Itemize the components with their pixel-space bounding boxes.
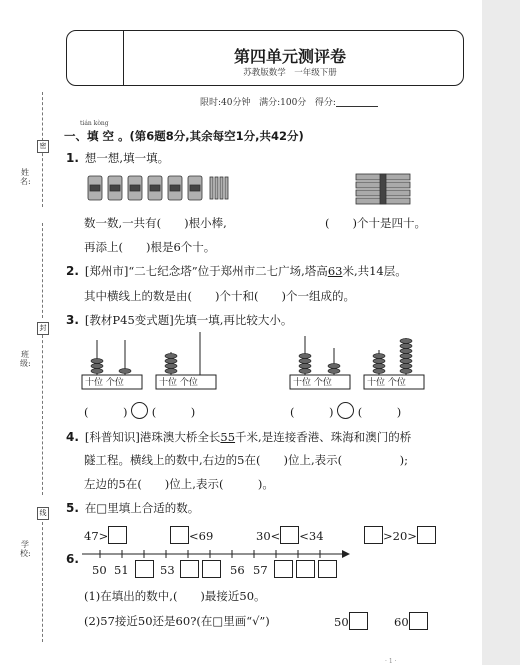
cut-line (42, 335, 43, 495)
answer-box[interactable] (364, 526, 383, 544)
q3-compare-left: ( ) ( ) (84, 402, 195, 419)
tick-label: 57 (253, 563, 268, 577)
q3-compare-right: ( ) ( ) (290, 402, 401, 419)
score-blank[interactable] (336, 97, 378, 107)
check-box-60[interactable] (409, 612, 428, 630)
tick-box[interactable] (180, 560, 199, 578)
section-title: 一、填 空 。(第6题8分,其余每空1分,共42分) (64, 129, 304, 143)
place-label: 十位 个位 (293, 378, 332, 388)
page-title: 第四单元测评卷 (233, 47, 346, 66)
q5-item-a: 47> (84, 526, 127, 544)
full-score: 满分:100分 (259, 98, 307, 108)
compare-circle[interactable] (337, 402, 354, 419)
q4-line1: 4. [科普知识]港珠澳大桥全长55千米,是连接香港、珠海和澳门的桥 (66, 430, 412, 444)
place-label: 十位 个位 (85, 378, 124, 388)
q2-line1: 2. [郑州市]“二七纪念塔”位于郑州市二七广场,塔高63米,共14层。 (66, 264, 407, 278)
class-label: 班 级: (20, 350, 37, 368)
tick-box[interactable] (274, 560, 293, 578)
tick-label: 53 (160, 563, 175, 577)
page-footer: · 1 · (385, 658, 397, 665)
tick-box[interactable] (135, 560, 154, 578)
option-60: 60 (394, 612, 428, 630)
page-subtitle: 苏教版数学 一年级下册 (243, 68, 337, 78)
q4-line2: 隧工程。横线上的数中,右边的5在( )位上,表示( ); (84, 453, 408, 467)
name-label: 姓 名: (20, 168, 37, 186)
q1-line2: 再添上( )根是6个十。 (84, 240, 216, 254)
answer-box[interactable] (108, 526, 127, 544)
q5-item-b: <69 (170, 526, 213, 544)
answer-box[interactable] (417, 526, 436, 544)
tick-label: 56 (230, 563, 245, 577)
q6-part1: (1)在填出的数中,( )最接近50。 (84, 589, 266, 603)
q6-label: 6. (66, 552, 79, 566)
time-limit: 限时:40分钟 (200, 98, 251, 108)
abacus-illustrations (80, 330, 470, 392)
q1-prompt: 1. 想一想,填一填。 (66, 151, 170, 165)
pinyin: tián kòng (80, 120, 109, 127)
q5-prompt: 5. 在□里填上合适的数。 (66, 501, 200, 515)
stick-bundles-illustration (86, 172, 236, 204)
tick-label: 51 (114, 563, 129, 577)
place-label: 十位 个位 (367, 378, 406, 388)
q2-line2: 其中横线上的数是由( )个十和( )个一组成的。 (84, 289, 355, 303)
seal-mark: 封 (37, 322, 49, 335)
q1-line1a: 数一数,一共有( )根小棒, (84, 216, 227, 230)
option-50: 50 (334, 612, 368, 630)
q6-part2: (2)57接近50还是60?(在□里画“√”) (84, 614, 270, 628)
q4-line3: 左边的5在( )位上,表示( )。 (84, 477, 274, 491)
check-box-50[interactable] (349, 612, 368, 630)
exam-meta (200, 95, 378, 108)
cut-line (42, 223, 43, 318)
place-label: 十位 个位 (159, 378, 198, 388)
seal-mark: 密 (37, 140, 49, 153)
seal-mark: 线 (37, 507, 49, 520)
stacked-bundles-illustration (354, 172, 412, 206)
q5-item-d: >20> (364, 526, 436, 544)
compare-circle[interactable] (131, 402, 148, 419)
tick-box[interactable] (202, 560, 221, 578)
q5-item-c: 30< <34 (256, 526, 324, 544)
cut-line (42, 522, 43, 642)
school-label: 学 校: (20, 540, 37, 558)
answer-box[interactable] (280, 526, 299, 544)
tick-box[interactable] (296, 560, 315, 578)
answer-box[interactable] (170, 526, 189, 544)
score-label: 得分: (314, 98, 336, 108)
tick-label: 50 (92, 563, 107, 577)
q3-prompt: 3. [教材P45变式题]先填一填,再比较大小。 (66, 313, 293, 327)
tick-box[interactable] (318, 560, 337, 578)
q1-line1b: ( )个十是四十。 (325, 216, 426, 230)
